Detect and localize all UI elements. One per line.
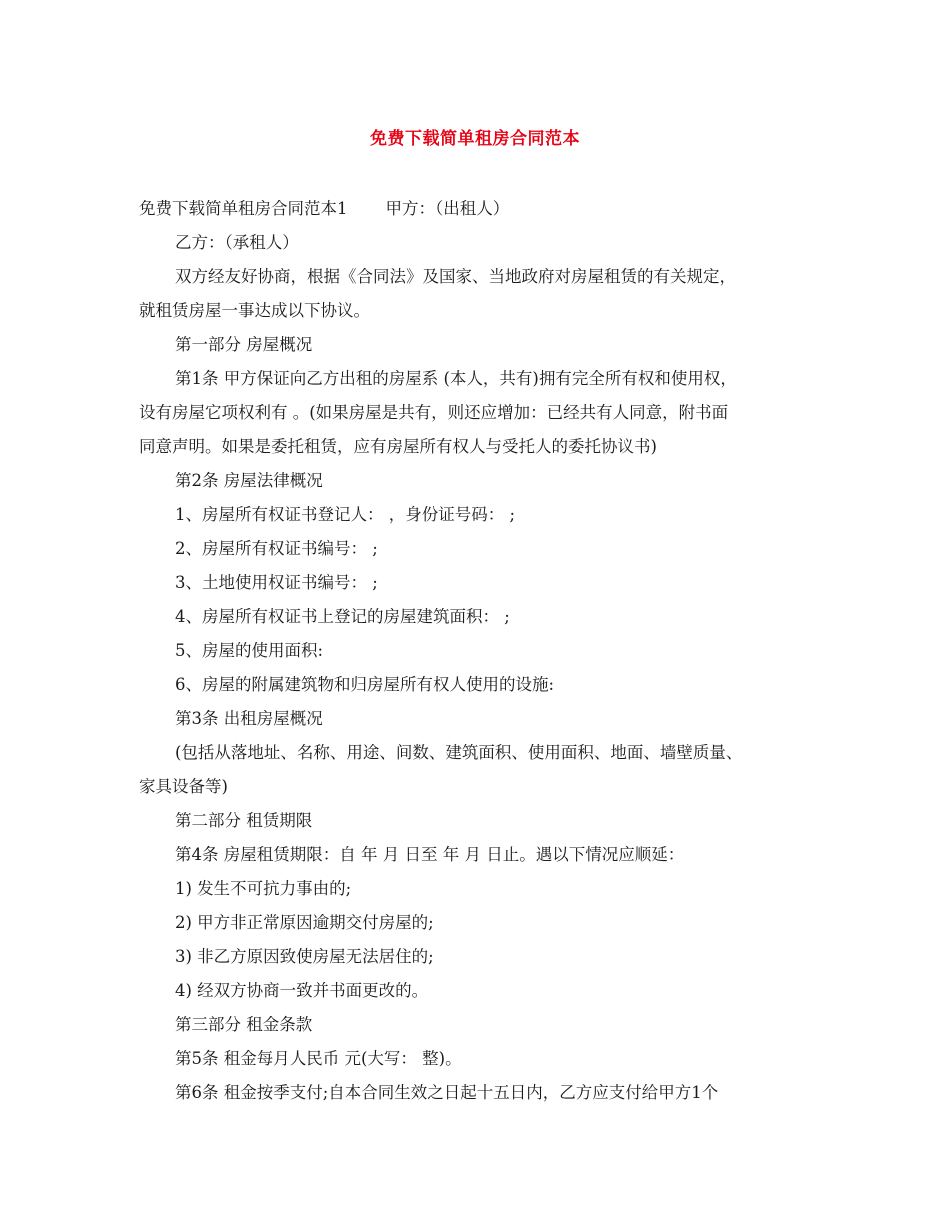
list-item: 3、土地使用权证书编号： ; [175,573,378,592]
paragraph-line: 同意声明。如果是委托租赁，应有房屋所有权人与受托人的委托协议书) [139,437,657,456]
paragraph-line: 第6条 租金按季支付;自本合同生效之日起十五日内，乙方应支付给甲方1个 [175,1083,719,1102]
paragraph-line: 设有房屋它项权利有 。(如果房屋是共有，则还应增加：已经共有人同意，附书面 [139,403,729,422]
paragraph-line: 乙方：（承租人） [175,233,299,252]
list-item: 5、房屋的使用面积: [175,641,324,660]
list-item: 4、房屋所有权证书上登记的房屋建筑面积： ; [175,607,510,626]
list-item: 2) 甲方非正常原因逾期交付房屋的; [175,913,434,932]
document-title: 免费下载简单租房合同范本 [370,129,580,149]
paragraph-line: 第1条 甲方保证向乙方出租的房屋系 (本人，共有)拥有完全所有权和使用权， [175,369,737,388]
section-heading: 第二部分 租赁期限 [175,811,313,830]
list-item: 6、房屋的附属建筑物和归房屋所有权人使用的设施: [175,675,555,694]
list-item: 3) 非乙方原因致使房屋无法居住的; [175,947,434,966]
line-text-party-a: 甲方：（出租人） [385,199,510,218]
list-item: 2、房屋所有权证书编号： ; [175,539,378,558]
article-heading: 第3条 出租房屋概况 [175,709,323,728]
paragraph-line: (包括从落地址、名称、用途、间数、建筑面积、使用面积、地面、墙壁质量、 [175,743,743,762]
paragraph-line: 双方经友好协商，根据《合同法》及国家、当地政府对房屋租赁的有关规定， [175,267,736,286]
list-item: 1、房屋所有权证书登记人： ，身份证号码： ; [175,505,516,524]
paragraph-line: 就租赁房屋一事达成以下协议。 [139,301,370,320]
line-text: 免费下载简单租房合同范本1 [139,199,348,218]
article-heading: 第2条 房屋法律概况 [175,471,323,490]
paragraph-line: 第5条 租金每月人民币 元(大写： 整)。 [175,1049,462,1068]
list-item: 1) 发生不可抗力事由的; [175,879,352,898]
paragraph-line: 家具设备等) [139,777,228,796]
section-heading: 第三部分 租金条款 [175,1015,313,1034]
section-heading: 第一部分 房屋概况 [175,335,313,354]
paragraph-line: 第4条 房屋租赁期限：自 年 月 日至 年 月 日止。遇以下情况应顺延： [175,845,685,864]
paragraph-line [139,192,819,226]
document-body [139,192,819,1110]
list-item: 4) 经双方协商一致并书面更改的。 [175,981,429,1000]
